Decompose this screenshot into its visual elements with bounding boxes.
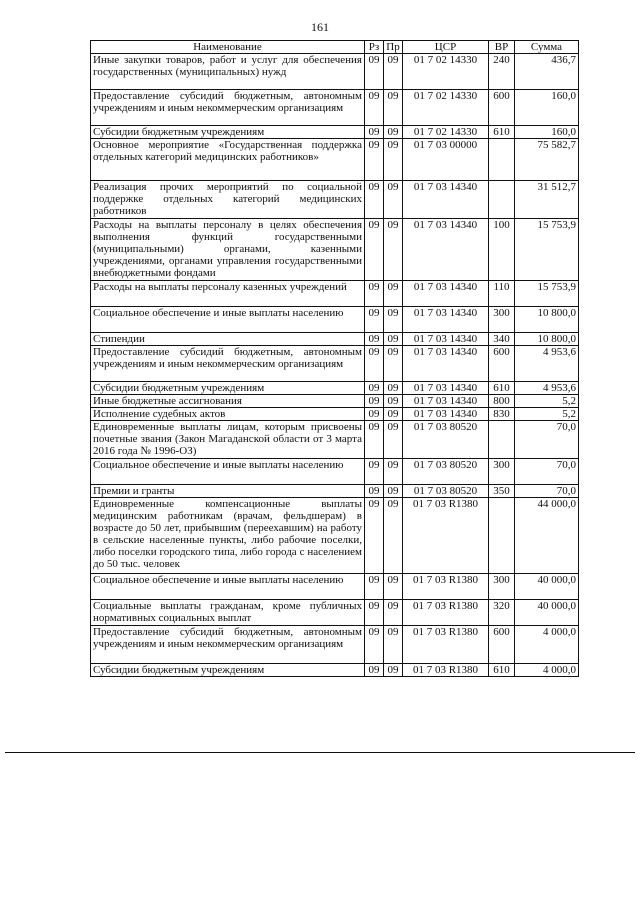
page-number: 161 — [311, 20, 329, 34]
table-row — [91, 459, 579, 485]
table-row — [91, 307, 579, 333]
row-pr: 09 — [384, 281, 403, 307]
row-csr: 01 7 03 14340 — [403, 408, 489, 421]
row-name: Предоставление субсидий бюджетным, автономным учреждениям и иным некоммерческим организациям — [91, 346, 365, 382]
row-pr: 09 — [384, 126, 403, 139]
row-name: Единовременные компенсационные выплаты медицинским работникам (врачам, фельдшерам) в возрасте до 50 лет, прибывшим (переехавшим) на работу в сельские населенные пункты, либо рабочие поселки, либо поселки городского типа, либо города с населением до 50 тыс. человек — [91, 498, 365, 574]
table-row — [91, 382, 579, 395]
table-row — [91, 626, 579, 664]
row-rz: 09 — [365, 626, 384, 664]
row-sum: 10 800,0 — [515, 333, 579, 346]
table-row — [91, 181, 579, 219]
row-name: Единовременные выплаты лицам, которым присвоены почетные звания (Закон Магаданской области от 3 марта 2016 года № 1996-ОЗ) — [91, 421, 365, 459]
table-body — [91, 54, 579, 677]
header-rz: Рз — [365, 41, 384, 54]
header-sum: Сумма — [515, 41, 579, 54]
row-name: Субсидии бюджетным учреждениям — [91, 382, 365, 395]
row-rz: 09 — [365, 54, 384, 90]
row-vr: 610 — [489, 664, 515, 677]
row-sum: 436,7 — [515, 54, 579, 90]
row-vr: 350 — [489, 485, 515, 498]
table-row — [91, 219, 579, 281]
row-pr: 09 — [384, 395, 403, 408]
table-row — [91, 664, 579, 677]
row-vr: 610 — [489, 382, 515, 395]
row-rz: 09 — [365, 333, 384, 346]
row-rz: 09 — [365, 408, 384, 421]
row-pr: 09 — [384, 346, 403, 382]
table-row — [91, 600, 579, 626]
table-row — [91, 485, 579, 498]
row-name: Субсидии бюджетным учреждениям — [91, 664, 365, 677]
row-sum: 15 753,9 — [515, 281, 579, 307]
row-name: Социальное обеспечение и иные выплаты населению — [91, 307, 365, 333]
row-pr: 09 — [384, 90, 403, 126]
row-vr: 320 — [489, 600, 515, 626]
row-sum: 15 753,9 — [515, 219, 579, 281]
table-row — [91, 395, 579, 408]
row-pr: 09 — [384, 574, 403, 600]
table-row — [91, 139, 579, 181]
row-csr: 01 7 03 R1380 — [403, 626, 489, 664]
row-name: Реализация прочих мероприятий по социальной поддержке отдельных категорий медицинских работников — [91, 181, 365, 219]
row-sum: 5,2 — [515, 408, 579, 421]
row-rz: 09 — [365, 382, 384, 395]
row-csr: 01 7 03 00000 — [403, 139, 489, 181]
row-csr: 01 7 03 14340 — [403, 219, 489, 281]
row-name: Стипендии — [91, 333, 365, 346]
row-sum: 70,0 — [515, 421, 579, 459]
row-rz: 09 — [365, 600, 384, 626]
row-sum: 40 000,0 — [515, 600, 579, 626]
header-pr: Пр — [384, 41, 403, 54]
row-pr: 09 — [384, 600, 403, 626]
row-sum: 4 953,6 — [515, 346, 579, 382]
row-pr: 09 — [384, 333, 403, 346]
row-pr: 09 — [384, 485, 403, 498]
row-csr: 01 7 03 14340 — [403, 181, 489, 219]
row-rz: 09 — [365, 126, 384, 139]
row-csr: 01 7 03 R1380 — [403, 574, 489, 600]
row-sum: 70,0 — [515, 459, 579, 485]
row-csr: 01 7 02 14330 — [403, 90, 489, 126]
header-csr: ЦСР — [403, 41, 489, 54]
row-name: Иные бюджетные ассигнования — [91, 395, 365, 408]
row-name: Премии и гранты — [91, 485, 365, 498]
table-row — [91, 408, 579, 421]
row-sum: 160,0 — [515, 90, 579, 126]
header-vr: ВР — [489, 41, 515, 54]
row-rz: 09 — [365, 90, 384, 126]
row-sum: 31 512,7 — [515, 181, 579, 219]
row-csr: 01 7 02 14330 — [403, 126, 489, 139]
row-vr: 610 — [489, 126, 515, 139]
table-row — [91, 574, 579, 600]
row-sum: 44 000,0 — [515, 498, 579, 574]
row-vr — [489, 498, 515, 574]
row-name: Исполнение судебных актов — [91, 408, 365, 421]
row-pr: 09 — [384, 139, 403, 181]
row-csr: 01 7 03 14340 — [403, 382, 489, 395]
row-name: Социальные выплаты гражданам, кроме публичных нормативных социальных выплат — [91, 600, 365, 626]
row-csr: 01 7 03 80520 — [403, 485, 489, 498]
table-row — [91, 333, 579, 346]
row-sum: 5,2 — [515, 395, 579, 408]
row-csr: 01 7 03 80520 — [403, 459, 489, 485]
row-vr: 340 — [489, 333, 515, 346]
row-pr: 09 — [384, 307, 403, 333]
row-rz: 09 — [365, 664, 384, 677]
row-vr — [489, 421, 515, 459]
table-row — [91, 126, 579, 139]
row-sum: 40 000,0 — [515, 574, 579, 600]
row-rz: 09 — [365, 395, 384, 408]
row-sum: 4 000,0 — [515, 664, 579, 677]
row-name: Предоставление субсидий бюджетным, автономным учреждениям и иным некоммерческим организациям — [91, 90, 365, 126]
row-sum: 4 000,0 — [515, 626, 579, 664]
row-csr: 01 7 02 14330 — [403, 54, 489, 90]
row-vr — [489, 139, 515, 181]
row-vr: 600 — [489, 626, 515, 664]
row-name: Субсидии бюджетным учреждениям — [91, 126, 365, 139]
table-row — [91, 498, 579, 574]
row-rz: 09 — [365, 219, 384, 281]
row-rz: 09 — [365, 281, 384, 307]
row-rz: 09 — [365, 485, 384, 498]
row-rz: 09 — [365, 498, 384, 574]
row-rz: 09 — [365, 307, 384, 333]
row-csr: 01 7 03 R1380 — [403, 498, 489, 574]
row-rz: 09 — [365, 139, 384, 181]
row-vr: 240 — [489, 54, 515, 90]
row-sum: 160,0 — [515, 126, 579, 139]
row-pr: 09 — [384, 181, 403, 219]
row-pr: 09 — [384, 219, 403, 281]
table-row — [91, 346, 579, 382]
row-pr: 09 — [384, 382, 403, 395]
row-rz: 09 — [365, 574, 384, 600]
row-sum: 10 800,0 — [515, 307, 579, 333]
row-csr: 01 7 03 R1380 — [403, 664, 489, 677]
page-divider-line — [5, 752, 635, 753]
row-pr: 09 — [384, 54, 403, 90]
row-vr — [489, 181, 515, 219]
row-pr: 09 — [384, 626, 403, 664]
row-pr: 09 — [384, 498, 403, 574]
table-row — [91, 90, 579, 126]
table-header-row — [91, 41, 579, 54]
table-row — [91, 281, 579, 307]
row-name: Основное мероприятие «Государственная поддержка отдельных категорий медицинских работников» — [91, 139, 365, 181]
row-vr: 300 — [489, 459, 515, 485]
row-name: Социальное обеспечение и иные выплаты населению — [91, 459, 365, 485]
row-name: Иные закупки товаров, работ и услуг для обеспечения государственных (муниципальных) нужд — [91, 54, 365, 90]
row-pr: 09 — [384, 664, 403, 677]
header-name: Наименование — [91, 41, 365, 54]
row-csr: 01 7 03 14340 — [403, 333, 489, 346]
row-vr: 600 — [489, 346, 515, 382]
row-pr: 09 — [384, 421, 403, 459]
row-name: Социальное обеспечение и иные выплаты населению — [91, 574, 365, 600]
row-csr: 01 7 03 80520 — [403, 421, 489, 459]
row-pr: 09 — [384, 459, 403, 485]
row-name: Расходы на выплаты персоналу казенных учреждений — [91, 281, 365, 307]
row-csr: 01 7 03 R1380 — [403, 600, 489, 626]
table-row — [91, 421, 579, 459]
row-csr: 01 7 03 14340 — [403, 281, 489, 307]
row-vr: 830 — [489, 408, 515, 421]
row-vr: 300 — [489, 307, 515, 333]
row-csr: 01 7 03 14340 — [403, 307, 489, 333]
row-sum: 75 582,7 — [515, 139, 579, 181]
row-vr: 300 — [489, 574, 515, 600]
row-csr: 01 7 03 14340 — [403, 395, 489, 408]
row-pr: 09 — [384, 408, 403, 421]
row-vr: 110 — [489, 281, 515, 307]
row-vr: 600 — [489, 90, 515, 126]
row-csr: 01 7 03 14340 — [403, 346, 489, 382]
row-rz: 09 — [365, 181, 384, 219]
row-name: Расходы на выплаты персоналу в целях обеспечения выполнения функций государственными (муниципальными) органами, казенными учреждениями, органами управления государственными внебюджетными фондами — [91, 219, 365, 281]
table-row — [91, 54, 579, 90]
row-sum: 70,0 — [515, 485, 579, 498]
row-vr: 800 — [489, 395, 515, 408]
budget-table — [90, 40, 579, 677]
row-rz: 09 — [365, 346, 384, 382]
row-sum: 4 953,6 — [515, 382, 579, 395]
row-rz: 09 — [365, 459, 384, 485]
row-vr: 100 — [489, 219, 515, 281]
row-rz: 09 — [365, 421, 384, 459]
row-name: Предоставление субсидий бюджетным, автономным учреждениям и иным некоммерческим организациям — [91, 626, 365, 664]
